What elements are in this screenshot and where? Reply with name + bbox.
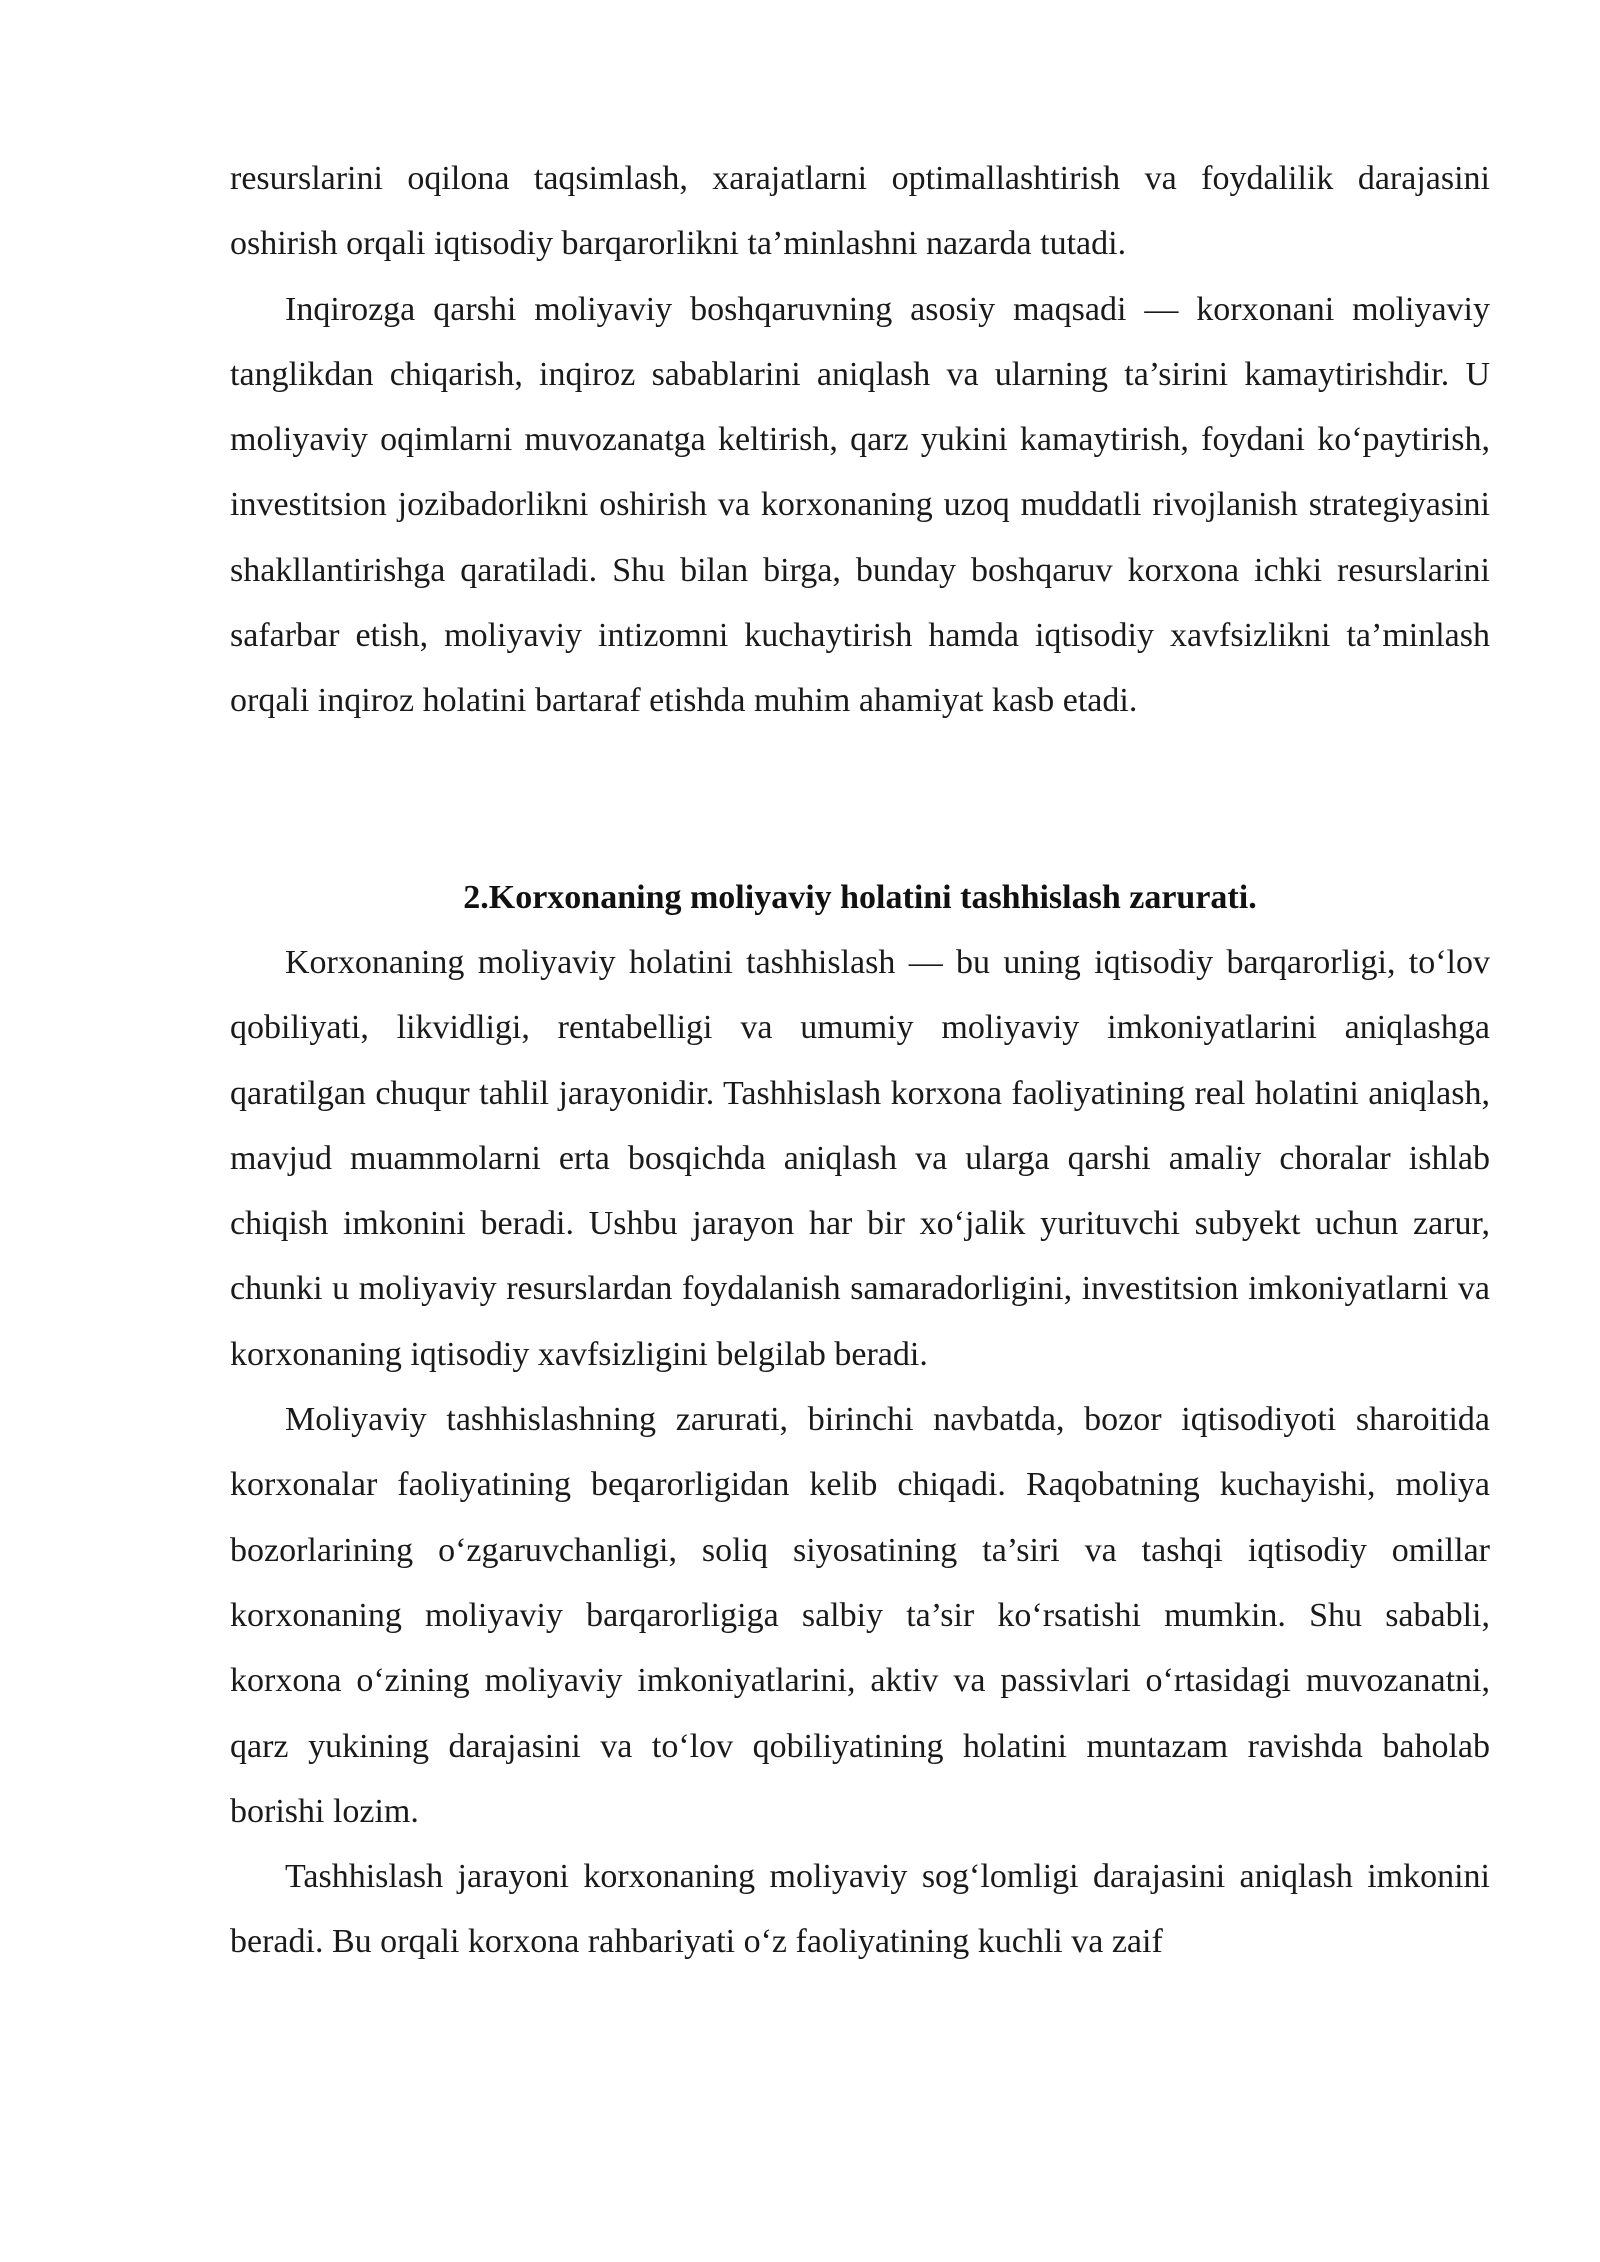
paragraph-continued: resurslarini oqilona taqsimlash, xarajatlarni optimallashtirish va foydalilik darajasini oshirish orqali iqtisodiy barqarorlikni ta’minlashni nazarda tutadi.	[230, 160, 1490, 263]
paragraph-diagnosis-process: Tashhislash jarayoni korxonaning moliyaviy sog‘lomligi darajasini aniqlash imkonini beradi. Bu orqali korxona rahbariyati o‘z faoliyatining kuchli va zaif	[230, 1858, 1490, 1961]
section-spacer	[230, 734, 1490, 865]
section-heading: 2.Korxonaning moliyaviy holatini tashhislash zarurati.	[463, 878, 1257, 916]
paragraph-diagnosis-necessity: Moliyaviy tashhislashning zarurati, birinchi navbatda, bozor iqtisodiyoti sharoitida korxonalar faoliyatining beqarorligidan kelib chiqadi. Raqobatning kuchayishi, moliya bozorlarining o‘zgaruvchanligi, soliq siyosatining ta’siri va tashqi iqtisodiy omillar korxonaning moliyaviy barqarorligiga salbiy ta’sir ko‘rsatishi mumkin. Shu sababli, korxona o‘zining moliyaviy imkoniyatlarini, aktiv va passivlari o‘rtasidagi muvozanatni, qarz yukining darajasini va to‘lov qobiliyatining holatini muntazam ravishda baholab borishi lozim.	[230, 1401, 1490, 1830]
paragraph-diagnosis-definition: Korxonaning moliyaviy holatini tashhislash — bu uning iqtisodiy barqarorligi, to‘lov qobiliyati, likvidligi, rentabelligi va umumiy moliyaviy imkoniyatlarini aniqlashga qaratilgan chuqur tahlil jarayonidir. Tashhislash korxona faoliyatining real holatini aniqlash, mavjud muammolarni erta bosqichda aniqlash va ularga qarshi amaliy choralar ishlab chiqish imkonini beradi. Ushbu jarayon har bir xo‘jalik yurituvchi subyekt uchun zarur, chunki u moliyaviy resurslardan foydalanish samaradorligini, investitsion imkoniyatlarni va korxonaning iqtisodiy xavfsizligini belgilab beradi.	[230, 943, 1490, 1373]
document-body	[230, 146, 1490, 1975]
paragraph-crisis-management: Inqirozga qarshi moliyaviy boshqaruvning asosiy maqsadi — korxonani moliyaviy tanglikdan chiqarish, inqiroz sabablarini aniqlash va ularning ta’sirini kamaytirishdir. U moliyaviy oqimlarni muvozanatga keltirish, qarz yukini kamaytirish, foydani ko‘paytirish, investitsion jozibadorlikni oshirish va korxonaning uzoq muddatli rivojlanish strategiyasini shakllantirishga qaratiladi. Shu bilan birga, bunday boshqaruv korxona ichki resurslarini safarbar etish, moliyaviy intizomni kuchaytirish hamda iqtisodiy xavfsizlikni ta’minlash orqali inqiroz holatini bartaraf etishda muhim ahamiyat kasb etadi.	[230, 290, 1490, 720]
